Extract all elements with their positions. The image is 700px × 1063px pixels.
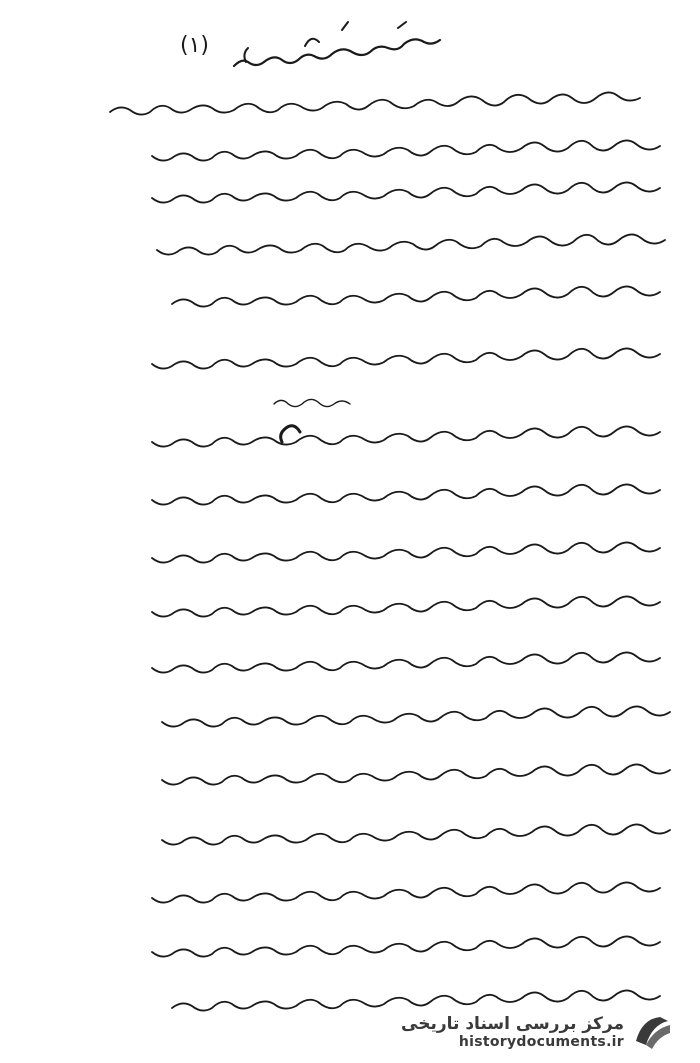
book-emblem-icon: [632, 1011, 674, 1053]
handwritten-body: [110, 92, 670, 1010]
archive-watermark: [401, 1011, 674, 1053]
handwritten-title-accent: [244, 22, 406, 62]
handwritten-title-line: [234, 39, 440, 66]
page-number-mark: (۱): [180, 33, 209, 58]
watermark-name: مرکز بررسی اسناد تاریخی: [401, 1014, 624, 1034]
watermark-text: [401, 1014, 624, 1050]
watermark-url: historydocuments.ir: [458, 1034, 624, 1050]
